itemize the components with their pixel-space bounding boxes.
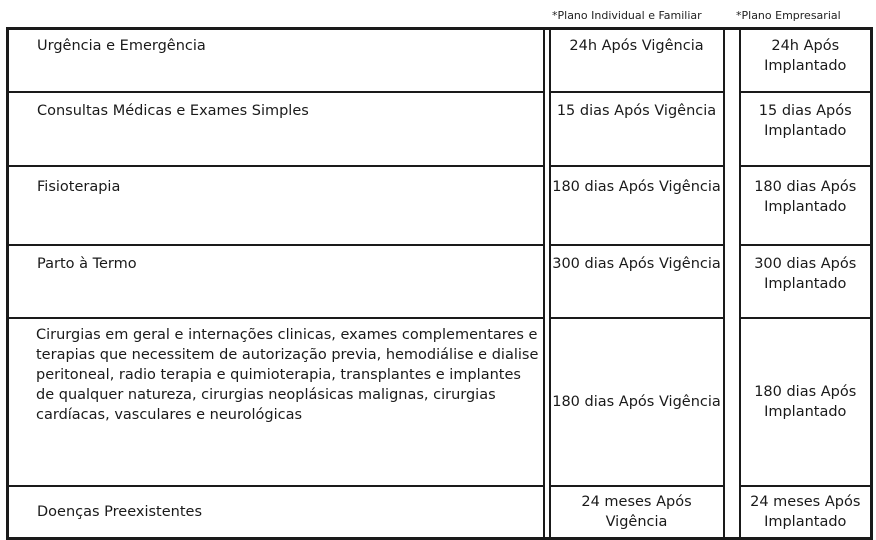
table-row [8,92,872,166]
table-row [8,29,872,93]
empresarial-cell: 24h Após Implantado [740,29,872,93]
procedure-cell: Doenças Preexistentes [8,486,544,539]
procedure-cell: Fisioterapia [8,166,544,245]
table-row [8,166,872,245]
table-row [8,318,872,486]
table-row [8,245,872,318]
individual-cell: 24h Após Vigência [550,29,724,93]
empresarial-cell: 24 meses Após Implantado [740,486,872,539]
empresarial-cell: 180 dias Após Implantado [740,166,872,245]
table-row [8,486,872,539]
header-plano-empresarial: *Plano Empresarial [736,9,841,22]
individual-cell: 180 dias Após Vigência [550,318,724,486]
empresarial-cell: 300 dias Após Implantado [740,245,872,318]
procedure-cell: Cirurgias em geral e internações clinicas, exames complementares e terapias que necessitem de autorização previa, hemodiálise e dialise peritoneal, radio terapia e quimioterapia, transplantes e implantes de qualquer natureza, cirurgias neoplásicas malignas, cirurgias cardíacas, vasculares e neurológicas [8,318,544,486]
individual-cell: 180 dias Após Vigência [550,166,724,245]
procedure-cell: Consultas Médicas e Exames Simples [8,92,544,166]
empresarial-cell: 15 dias Após Implantado [740,92,872,166]
individual-cell: 300 dias Após Vigência [550,245,724,318]
individual-cell: 15 dias Após Vigência [550,92,724,166]
procedure-cell: Parto à Termo [8,245,544,318]
individual-cell: 24 meses Após Vigência [550,486,724,539]
header-plano-individual: *Plano Individual e Familiar [552,9,702,22]
procedure-cell: Urgência e Emergência [8,29,544,93]
carencia-table [6,27,873,540]
empresarial-cell: 180 dias Após Implantado [740,318,872,486]
